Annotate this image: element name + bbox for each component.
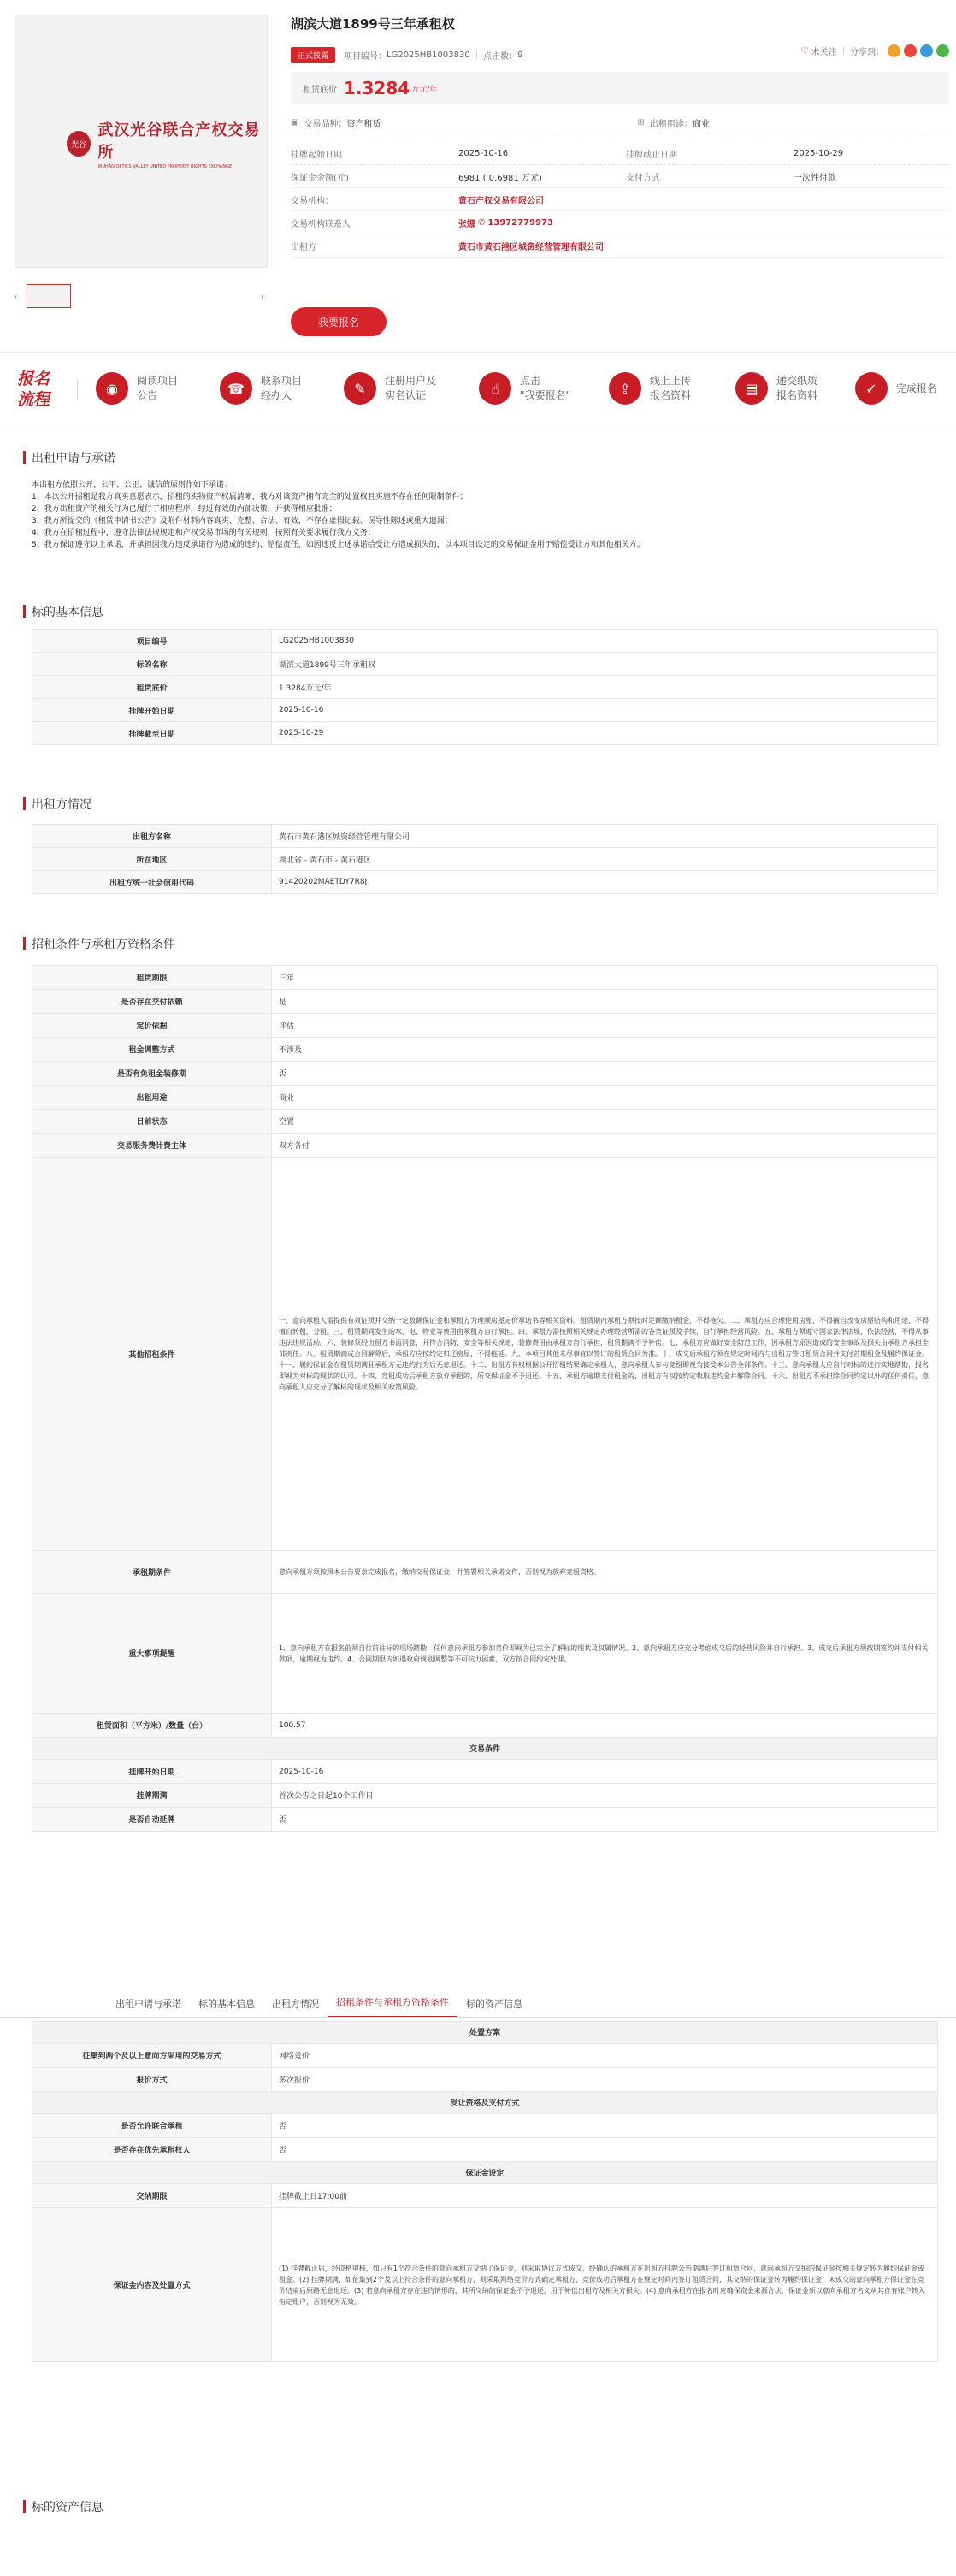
lessor-table: [32, 824, 938, 894]
thumbnail[interactable]: [27, 284, 71, 308]
row-key: 出租用途: [32, 1086, 272, 1110]
row-value: 首次公告之日起10个工作日: [272, 1784, 938, 1808]
tab-asset[interactable]: 标的资产信息: [466, 1999, 522, 2010]
document-icon: ▤: [735, 372, 768, 405]
table-row: [32, 699, 938, 722]
section-title-conditions: 招租条件与承租方资格条件: [32, 935, 175, 952]
step-text: 点击: [520, 375, 541, 387]
table-row: [32, 966, 938, 990]
row-key: 项目编号: [32, 630, 272, 653]
project-meta: 正式披露 项目编号： LG2025HB1003830 | 点击数： 9: [291, 46, 949, 63]
exchange-logo: [67, 118, 267, 169]
click-icon: ☝: [479, 372, 511, 405]
section-tabs: [0, 1991, 956, 2018]
row-value: 否: [272, 1808, 938, 1832]
flow-title: [17, 369, 50, 410]
row-key: 租金调整方式: [32, 1038, 272, 1062]
flow-step: [609, 372, 718, 405]
row-value: 100.57: [272, 1714, 938, 1738]
usage-icon: ⊞: [637, 118, 645, 127]
price-label: 租赁底价: [303, 85, 337, 95]
row-key: 是否有免租金装修期: [32, 1062, 272, 1086]
section-title-basic: 标的基本信息: [32, 603, 103, 620]
logo-seal-icon: 光谷: [67, 131, 91, 157]
register-icon: ✎: [344, 372, 376, 405]
row-key: 出租方名称: [32, 825, 272, 848]
tab-basic[interactable]: 标的基本信息: [198, 1999, 255, 2010]
step-text: 报名资料: [650, 389, 692, 401]
row-key: 租赁面积（平方米）/数量（台）: [32, 1714, 272, 1738]
row-key: 是否存在交付依赖: [32, 990, 272, 1014]
row-key: 租赁底价: [32, 676, 272, 699]
contact-phone[interactable]: 13972779973: [487, 217, 553, 228]
flow-step: [479, 372, 588, 405]
views-count: 9: [517, 50, 523, 60]
table-row: [32, 1714, 938, 1738]
step-text: "我要报名": [520, 389, 571, 401]
step-text: 报名资料: [776, 389, 818, 401]
row-key: 承租期条件: [32, 1551, 272, 1594]
org-link[interactable]: 黄石产权交易有限公司: [458, 196, 544, 206]
row-value: 双方各付: [272, 1134, 938, 1158]
table-row: [32, 1808, 938, 1832]
project-title: 湖滨大道1899号三年承租权: [291, 16, 455, 32]
row-value: 湖北省 - 黄石市 - 黄石港区: [272, 848, 938, 871]
detail-row: [291, 165, 949, 188]
commit-line: 本出租方依照公开、公平、公正、诚信的原则作如下承诺：: [32, 481, 233, 489]
flow-title-line2: 流程: [17, 390, 50, 409]
table-row: [32, 1038, 938, 1062]
usage-value: 商业: [692, 120, 710, 129]
row-value: 网络竞价: [272, 2044, 938, 2068]
row-key: 挂牌截至日期: [32, 722, 272, 745]
table-row: [32, 653, 938, 676]
flow-step: [855, 372, 956, 405]
conditions-table: [32, 965, 938, 1832]
end-date: 2025-10-29: [794, 148, 844, 158]
row-key: 是否自动延牌: [32, 1808, 272, 1832]
org-label: 交易机构：: [291, 196, 333, 206]
deposit-label: 保证金金额(元): [291, 173, 349, 183]
table-row: [32, 871, 938, 894]
row-value: 否: [272, 2138, 938, 2162]
commit-line: 3、我方所提交的《租赁申请书公告》及附件材料内容真实、完整、合法、有效，不存在虚假记载、误导性陈述或重大遗漏；: [32, 517, 452, 525]
check-icon: ✓: [855, 372, 888, 405]
section-title-asset: 标的资产信息: [32, 2498, 103, 2515]
logo-subtitle: WUHAN OPTICS VALLEY UNITED PROPERTY RIGHTS EXCHANGE: [97, 164, 233, 169]
table-row: [32, 825, 938, 848]
commitment-text: [32, 479, 938, 551]
weibo-share-icon[interactable]: [904, 44, 917, 57]
row-value: LG2025HB1003830: [272, 630, 938, 653]
row-key: 租赁期限: [32, 966, 272, 990]
table-head: 保证金设定: [32, 2162, 938, 2184]
row-value: 三年: [272, 966, 938, 990]
flow-step: [344, 372, 453, 405]
table-row: [32, 1134, 938, 1158]
commit-line: 1、本次公开招租是我方真实意愿表示，招租的实物资产权属清晰，我方对该资产拥有完全的处置权且实施不存在任何限制条件；: [32, 493, 468, 501]
contact-icon: ☎: [220, 372, 252, 405]
row-key: 所在地区: [32, 848, 272, 871]
category-row: [291, 113, 949, 133]
tab-conditions[interactable]: 招租条件与承租方资格条件: [328, 1995, 457, 2017]
row-key: 是否存在优先承租权人: [32, 2138, 272, 2162]
step-text: 完成报名: [896, 382, 938, 394]
share-bar: ♡ 未关注 | 分享到：: [801, 44, 949, 57]
terms-text: 意向承租方须按照本公告要求完成报名，缴纳交易保证金，并签署相关承诺文件，否则视为放弃竞租资格。: [272, 1551, 938, 1594]
table-row: [32, 990, 938, 1014]
table-row: [32, 1158, 938, 1551]
flow-step: [735, 372, 845, 405]
image-gallery[interactable]: [15, 15, 268, 268]
commit-line: 5、我方保证遵守以上承诺，并承担因我方违反承诺行为造成的违约、赔偿责任，如因违反上述承诺给受让方造成损失的，以本项目设定的交易保证金用于赔偿受让方和其他相关方。: [32, 541, 645, 549]
table-row: [32, 2208, 938, 2362]
project-code: LG2025HB1003830: [387, 50, 470, 60]
detail-row: [291, 188, 949, 211]
notice-text: 1、意向承租方在报名前须自行前往标的现场踏勘，任何意向承租方参加竞价即视为已完全了解标的现状及权属情况。2、意向承租方应充分考虑成交后的经营风险并自行承担。3、成交后承租方须按期签约并支付相关款项，逾期视为违约。4、合同期限内如遇政府规划调整等不可抗力因素，双方按合同约定处理。: [272, 1594, 938, 1714]
row-value: 不涉及: [272, 1038, 938, 1062]
row-key: 征集到两个及以上意向方采用的交易方式: [32, 2044, 272, 2068]
eye-icon: ◉: [96, 372, 128, 405]
step-text: 线上上传: [650, 375, 692, 387]
row-value: 91420202MAETDY7R8J: [272, 871, 938, 894]
detail-row: [291, 142, 949, 165]
flow-title-line1: 报名: [17, 370, 50, 388]
next-arrow-icon[interactable]: ›: [261, 293, 264, 300]
step-text: 递交纸质: [776, 375, 818, 387]
table-row: [32, 1062, 938, 1086]
table-head: 受让资格及支付方式: [32, 2092, 938, 2114]
deposit-method-text: (1) 挂牌截止后，经资格审核，如只有1个符合条件的意向承租方交纳了保证金，则采取协议方式成交，经确认的承租方在出租方挂牌公告期满后签订租赁合同，意向承租方交纳的保证金按相关规定转为履约保证金或租金。(2) 挂牌期满，如征集到2个及以上符合条件的意向承租方，则采取网络竞价方式确定承租方，竞价成功后承租方在规定时间内签订租赁合同，其交纳的保证金转为履约保证金，未成交的意向承租方保证金在竞价结束后原路无息退还。(3) 若意向承租方存在违约情形的，其所交纳的保证金不予退还，用于补偿出租方及相关方损失。(4) 意向承租方在报名时应确保资金来源合法，保证金须以意向承租方名义从其自有账户转入指定账户，否则视为无效。: [272, 2208, 938, 2362]
row-key: 定价依据: [32, 1014, 272, 1038]
price-box: [291, 72, 949, 104]
table-row: [32, 1110, 938, 1134]
row-value: 2025-10-29: [272, 722, 938, 745]
table-row: [32, 1784, 938, 1808]
table-row: [32, 2068, 938, 2092]
step-text: 经办人: [261, 389, 292, 401]
table-row: [32, 2138, 938, 2162]
step-text: 注册用户及: [385, 375, 437, 387]
wechat-share-icon[interactable]: [936, 44, 949, 57]
code-label: 项目编号：: [344, 51, 387, 62]
row-value: 空置: [272, 1110, 938, 1134]
project-header: [0, 0, 956, 338]
start-label: 挂牌起始日期: [291, 150, 342, 160]
table-row: [32, 1738, 938, 1760]
apply-button[interactable]: 我要报名: [291, 307, 387, 336]
row-key: 交纳期限: [32, 2184, 272, 2208]
pay-value: 一次性付款: [794, 173, 836, 183]
row-key: 挂牌开始日期: [32, 1760, 272, 1784]
flow-step: [96, 372, 205, 405]
table-row: [32, 2022, 938, 2044]
contact-label: 交易机构联系人: [291, 219, 351, 229]
table-row: [32, 1551, 938, 1594]
share-label: 分享到：: [850, 48, 884, 57]
row-value: 评估: [272, 1014, 938, 1038]
upload-icon: ⇪: [609, 372, 641, 405]
step-text: 实名认证: [385, 389, 427, 401]
qzone-share-icon[interactable]: [888, 44, 900, 57]
lessor-label: 出租方: [291, 242, 316, 252]
table-row: [32, 1594, 938, 1714]
contact-name: 张娜: [458, 219, 475, 229]
row-key: 其他招租条件: [32, 1158, 272, 1551]
table-row: [32, 1086, 938, 1110]
row-value: 否: [272, 2114, 938, 2138]
row-value: 黄石市黄石港区城资经营管理有限公司: [272, 825, 938, 848]
thumbnail-strip: [15, 282, 268, 308]
deposit-value: 6981 ( 0.6981 万元): [458, 173, 542, 183]
status-badge: 正式披露: [291, 47, 335, 63]
detail-row: [291, 211, 949, 234]
row-key: 是否允许联合承租: [32, 2114, 272, 2138]
table-row: [32, 2184, 938, 2208]
table-head: 处置方案: [32, 2022, 938, 2044]
table-row: [32, 2114, 938, 2138]
qq-share-icon[interactable]: [920, 44, 933, 57]
row-key: 挂牌开始日期: [32, 699, 272, 722]
row-key: 保证金内容及处置方式: [32, 2208, 272, 2362]
row-key: 报价方式: [32, 2068, 272, 2092]
pay-label: 支付方式: [626, 173, 660, 183]
type-value: 资产租赁: [346, 120, 381, 129]
row-key: 目前状态: [32, 1110, 272, 1134]
row-value: 多次报价: [272, 2068, 938, 2092]
table-row: [32, 630, 938, 653]
table-row: [32, 2092, 938, 2114]
table-row: [32, 722, 938, 745]
project-info: [291, 15, 949, 329]
prev-arrow-icon[interactable]: ‹: [15, 293, 18, 300]
table-head: 交易条件: [32, 1738, 938, 1760]
row-value: 2025-10-16: [272, 1760, 938, 1784]
views-label: 点击数：: [483, 51, 518, 62]
price-unit: 万元/年: [411, 85, 438, 94]
type-icon: ▣: [291, 118, 299, 127]
table-row: [32, 676, 938, 699]
end-label: 挂牌截止日期: [626, 150, 677, 160]
price-value: 1.3284: [344, 78, 410, 98]
row-value: 否: [272, 1062, 938, 1086]
section-title-commit: 出租申请与承诺: [32, 449, 115, 466]
row-value: 1.3284万元/年: [272, 676, 938, 699]
step-text: 联系项目: [261, 375, 303, 387]
commit-line: 2、我方出租资产的相关行为已履行了相应程序，经过有效的内部决策，并获得相应批准；: [32, 505, 337, 513]
row-key: 交易服务费计费主体: [32, 1134, 272, 1158]
lessor-link[interactable]: 黄石市黄石港区城资经营管理有限公司: [458, 242, 604, 252]
row-value: 2025-10-16: [272, 699, 938, 722]
row-key: 挂牌期满: [32, 1784, 272, 1808]
table-row: [32, 1760, 938, 1784]
disposal-table: [32, 2021, 938, 2362]
start-date: 2025-10-16: [458, 148, 509, 158]
row-value: 是: [272, 990, 938, 1014]
row-key: 重大事项提醒: [32, 1594, 272, 1714]
table-row: [32, 1014, 938, 1038]
row-value: 湖滨大道1899号三年承租权: [272, 653, 938, 676]
tab-lessor[interactable]: 出租方情况: [272, 1999, 319, 2010]
table-row: [32, 2044, 938, 2068]
row-value: 挂牌截止日17:00前: [272, 2184, 938, 2208]
step-text: 公告: [137, 389, 158, 401]
step-text: 阅读项目: [137, 375, 179, 387]
flow-step: [220, 372, 329, 405]
phone-icon: ✆: [478, 217, 486, 228]
heart-icon[interactable]: ♡: [800, 46, 809, 56]
tab-commit[interactable]: 出租申请与承诺: [115, 1999, 181, 2010]
row-value: 商业: [272, 1086, 938, 1110]
detail-grid: [291, 142, 949, 258]
type-label: 交易品种：: [304, 120, 347, 129]
row-key: 出租方统一社会信用代码: [32, 871, 272, 894]
table-row: [32, 848, 938, 871]
section-title-lessor: 出租方情况: [32, 796, 91, 813]
commit-line: 4、我方在招租过程中，遵守法律法规规定和产权交易市场的有关规则，按照有关要求履行我方义务；: [32, 529, 375, 537]
other-conditions-text: 一、意向承租人需提供有效证照并交纳一定数额保证金和承租方为理顺房屋定价承诺书等相关资料。租赁期内承租方须按时足额缴纳租金，不得拖欠。二、承租方应合理使用房屋，不得擅自改变房屋结构和用途，不得擅自转租、分租。三、租赁期间发生的水、电、物业等费用由承租方自行承担。四、承租方需按照相关规定办理经营所需的各类证照及手续，自行承担经营风险。五、承租方须遵守国家法律法规，依法经营，不得从事违法违规活动。六、装修须经出租方书面同意，并符合消防、安全等相关规定，装修费用由承租方自行承担，租赁期满不予补偿。七、承租方应做好安全防范工作，因承租方原因造成的安全事故及损失由承租方承担全部责任。八、租赁期满或合同解除后，承租方应按约定归还房屋，不得拖延。九、本项目其他未尽事宜以签订的租赁合同为准。十、成交后承租方须在规定时间内与出租方签订租赁合同并支付首期租金及履约保证金。十一、履约保证金在租赁期满且承租方无违约行为后无息退还。十二、出租方有权根据公开招租结果确定承租人，意向承租人参与竞租即视为接受本公告全部条件。十三、意向承租人应自行对标的进行实地踏勘，报名即视为对标的现状的认可。十四、竞租成功后承租方放弃承租的，所交保证金不予退还。十五、承租方逾期支付租金的，出租方有权按约定收取违约金并解除合同。十六、出租方不承担除合同约定以外的任何责任，意向承租人应充分了解标的现状及相关政策风险。: [272, 1158, 938, 1551]
row-key: 标的名称: [32, 653, 272, 676]
basic-table: [32, 629, 938, 745]
registration-flow: [0, 352, 956, 429]
usage-label: 出租用途：: [649, 120, 693, 129]
detail-row: [291, 234, 949, 258]
collect-label[interactable]: 未关注: [811, 48, 837, 57]
table-row: [32, 2162, 938, 2184]
logo-name: 武汉光谷联合产权交易所: [97, 121, 261, 162]
